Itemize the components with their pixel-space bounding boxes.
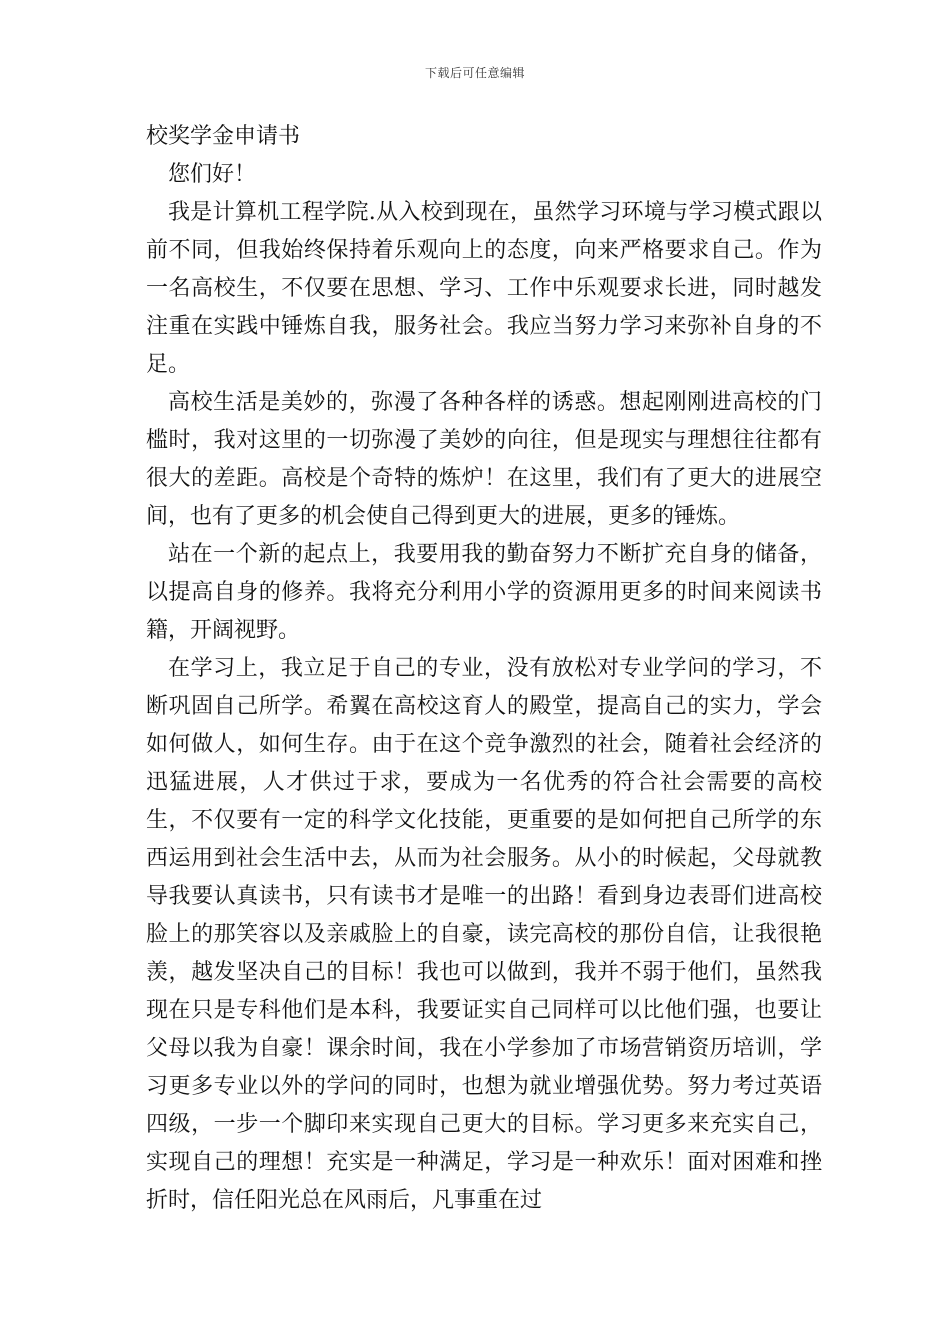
greeting: 您们好！ [168,162,257,187]
document-body [146,118,822,1220]
page-header-note: 下载后可任意编辑 [424,66,525,80]
paragraph-4: 在学习上，我立足于自己的专业，没有放松对专业学问的学习，不断巩固自己所学。希翼在高校这育人的殿堂，提高自己的实力，学会如何做人，如何生存。由于在这个竞争激烈的社会，随着社会经济的迅猛进展，人才供过于求，要成为一名优秀的符合社会需要的高校生，不仅要有一定的科学文化技能，更重要的是如何把自己所学的东西运用到社会生活中去，从而为社会服务。从小的时候起，父母就教导我要认真读书，只有读书才是唯一的出路！看到身边表哥们进高校脸上的那笑容以及亲戚脸上的自豪，读完高校的那份自信，让我很艳羡，越发坚决自己的目标！我也可以做到，我并不弱于他们，虽然我现在只是专科他们是本科，我要证实自己同样可以比他们强，也要让父母以我为自豪！课余时间，我在小学参加了市场营销资历培训，学习更多专业以外的学问的同时，也想为就业增强优势。努力考过英语四级，一步一个脚印来实现自己更大的目标。学习更多来充实自己，实现自己的理想！充实是一种满足，学习是一种欢乐！面对困难和挫折时，信任阳光总在风雨后，凡事重在过 [146,656,822,1213]
paragraph-2: 高校生活是美妙的，弥漫了各种各样的诱惑。想起刚刚进高校的门槛时，我对这里的一切弥漫了美妙的向往，但是现实与理想往往都有很大的差距。高校是个奇特的炼炉！在这里，我们有了更大的进展空间，也有了更多的机会使自己得到更大的进展，更多的锤炼。 [146,390,822,529]
document-title: 校奖学金申请书 [146,124,301,149]
paragraph-3: 站在一个新的起点上，我要用我的勤奋努力不断扩充自身的储备，以提高自身的修养。我将充分利用小学的资源用更多的时间来阅读书籍，开阔视野。 [146,542,822,643]
paragraph-1: 我是计算机工程学院.从入校到现在，虽然学习环境与学习模式跟以前不同，但我始终保持着乐观向上的态度，向来严格要求自己。作为一名高校生，不仅要在思想、学习、工作中乐观要求长进，同时越发注重在实践中锤炼自我，服务社会。我应当努力学习来弥补自身的不足。 [146,200,822,377]
